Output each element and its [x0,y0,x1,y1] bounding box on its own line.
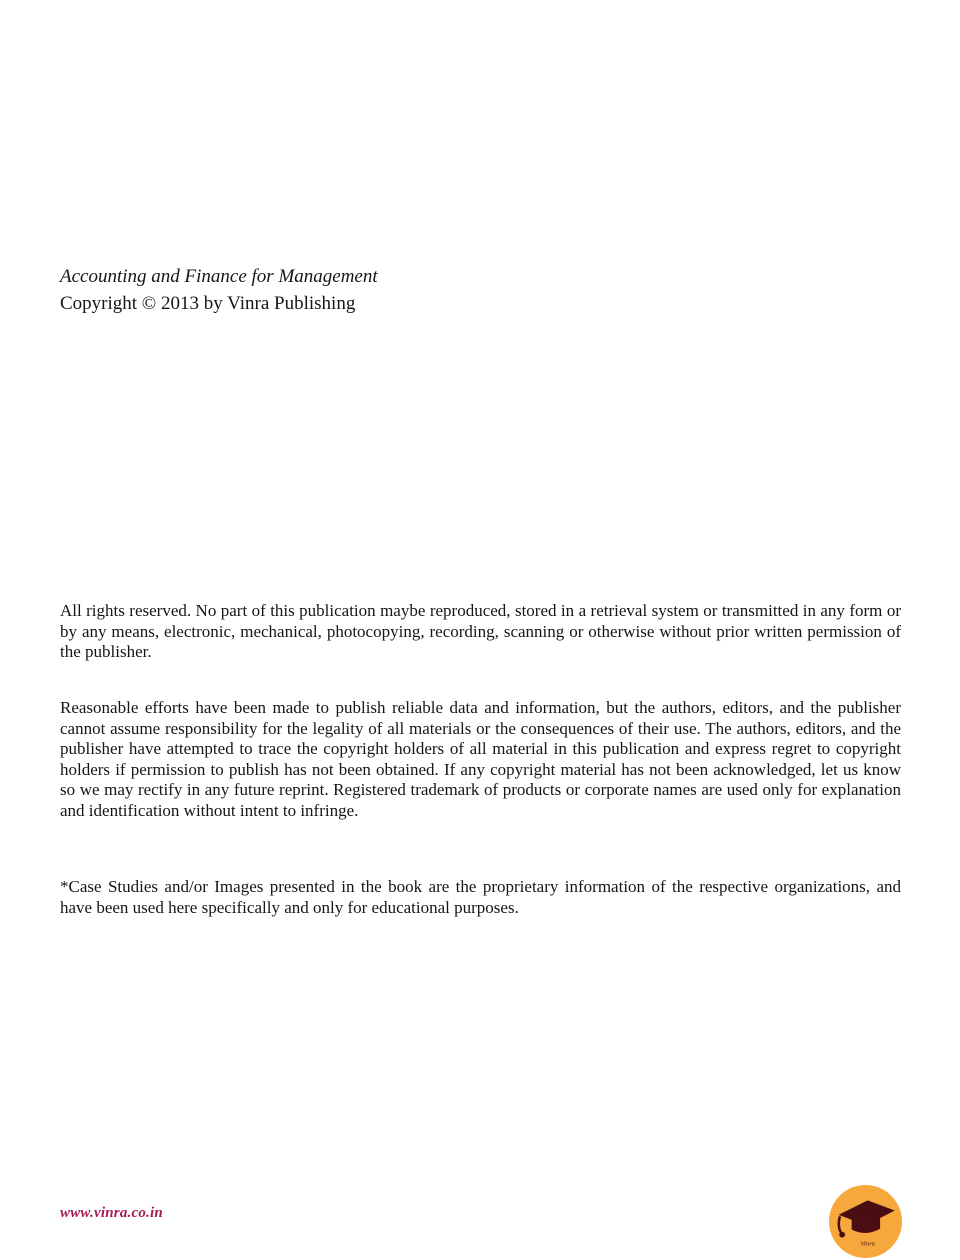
case-studies-note: *Case Studies and/or Images presented in the book are the proprietary information of the respective organizations, and have been used here specifically and only for educational purposes. [60,877,901,917]
rights-reserved-paragraph: All rights reserved. No part of this publication maybe reproduced, stored in a retrieval system or transmitted in any form or by any means, electronic, mechanical, photocopying, recording, scanning or otherwise without prior written permission of the publisher. [60,601,901,662]
book-title: Accounting and Finance for Management [60,266,378,287]
publisher-website-link[interactable]: www.vinra.co.in [60,1205,163,1221]
disclaimer-paragraph: Reasonable efforts have been made to publish reliable data and information, but the authors, editors, and the publisher cannot assume responsibility for the legality of all materials or the consequences of their use. The authors, editors, and the publisher have attempted to trace the copyright holders of all material in this publication and express regret to copyright holders if permission to publish has not been obtained. If any copyright material has not been acknowledged, let us know so we may rectify in any future reprint. Registered trademark of products or corporate names are used only for explanation and identification without intent to infringe. [60,698,901,820]
logo-wordmark: Vinra [860,1240,875,1248]
title-block [60,263,900,317]
copyright-line: Copyright © 2013 by Vinra Publishing [60,293,356,314]
graduation-cap-icon [829,1185,902,1258]
publisher-logo [829,1185,902,1258]
